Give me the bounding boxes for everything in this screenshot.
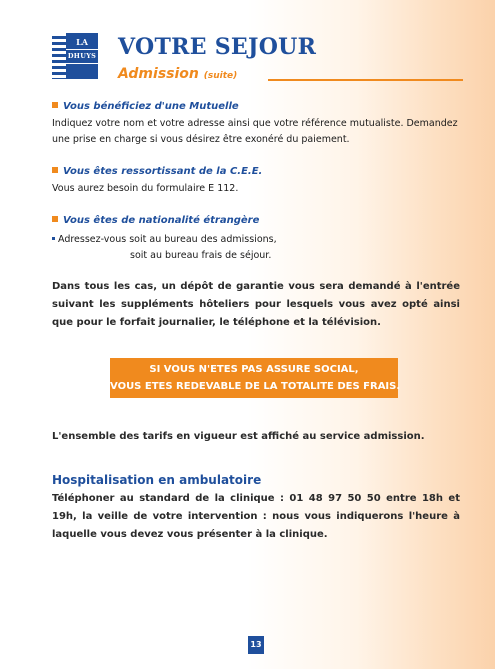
text-line: soit au bureau frais de séjour. (130, 250, 272, 261)
logo-stripes (52, 33, 66, 79)
subtitle-suffix: (suite) (203, 71, 238, 81)
tarifs-note: L'ensemble des tarifs en vigueur est affiché au service admission. (52, 431, 425, 442)
text-line: Adressez-vous soit au bureau des admissions, (52, 232, 277, 248)
logo-divider (66, 49, 98, 50)
blue-bullet-icon (52, 237, 55, 240)
ambulatory-heading: Hospitalisation en ambulatoire (52, 473, 262, 487)
section-text-cee (52, 181, 238, 197)
subtitle-text: Admission (118, 66, 199, 82)
logo-divider-2 (66, 63, 98, 64)
page-title: VOTRE SEJOUR (118, 34, 317, 60)
ambulatory-text: Téléphoner au standard de la clinique : 01 48 97 50 50 entre 18h et 19h, la veille de votre intervention : nous vous indiquerons l'heure à laquelle vous devez vous présenter à la clinique. (52, 493, 460, 540)
section-text-mutuelle (52, 116, 458, 148)
orange-bullet-icon (52, 216, 58, 222)
deposit-paragraph: Dans tous les cas, un dépôt de garantie vous sera demandé à l'entrée suivant les suppléments hôteliers pour lesquels vous avez opté ainsi que pour le forfait journalier, le téléphone et la télévision. (52, 281, 460, 328)
banner-line1: SI VOUS N'ETES PAS ASSURE SOCIAL, (149, 364, 359, 375)
page-subtitle (118, 66, 237, 82)
section-heading-mutuelle (52, 101, 239, 112)
logo-line2: DHUYS (67, 52, 97, 60)
page-number: 13 (248, 636, 264, 654)
section-heading-cee (52, 166, 262, 177)
section-heading-text: Vous êtes de nationalité étrangère (63, 215, 260, 226)
section-text-etranger (52, 232, 277, 264)
banner-line2: VOUS ETES REDEVABLE DE LA TOTALITE DES FRAIS. (110, 381, 401, 392)
section-heading-text: Vous bénéficiez d'une Mutuelle (63, 101, 239, 112)
orange-bullet-icon (52, 167, 58, 173)
text-line: Indiquez votre nom et votre adresse ainsi que votre référence mutualiste. Demandez (52, 118, 458, 129)
logo-line1: LA (76, 37, 88, 47)
section-heading-etranger (52, 215, 259, 226)
clinic-logo (52, 33, 98, 79)
uninsured-warning-banner (110, 358, 401, 398)
section-heading-text: Vous êtes ressortissant de la C.E.E. (63, 166, 263, 177)
orange-bullet-icon (52, 102, 58, 108)
title-rule (268, 79, 463, 81)
text-line: Vous aurez besoin du formulaire E 112. (52, 183, 239, 194)
text-line: une prise en charge si vous désirez être exonéré du paiement. (52, 134, 350, 145)
